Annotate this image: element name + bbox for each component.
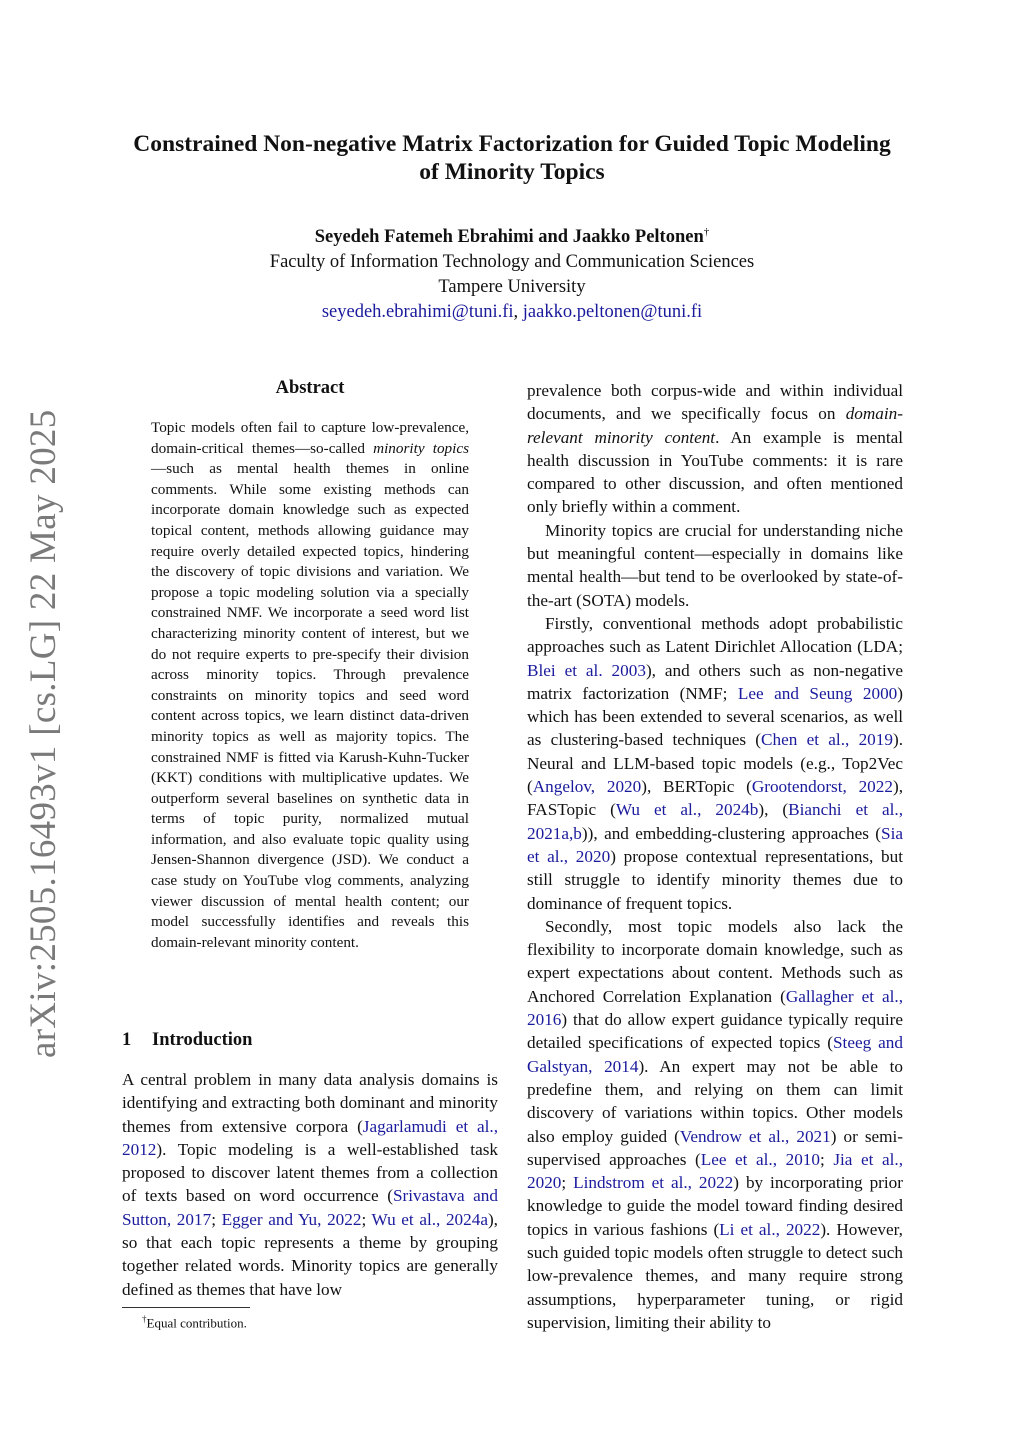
citation-link[interactable]: Egger and Yu, 2022 [221, 1209, 362, 1229]
citation-link[interactable]: Lee et al., 2010 [700, 1149, 820, 1169]
section-title: Introduction [152, 1030, 253, 1050]
citation-link[interactable]: Wu et al., 2024b [615, 800, 759, 820]
title-line-2: of Minority Topics [419, 159, 605, 185]
intro-paragraph-1: A central problem in many data analysis domains is identifying and extracting both dominant and minority themes from extensive corpora (Jagarlamudi et al., 2012). Topic modeling is a well-established task proposed to discover latent themes from a collection of texts based on word occurrence (Srivastava and Sutton, 2017; Egger and Yu, 2022; Wu et al., 2024a), so that each topic represents a theme by grouping together related words. Minority topics are generally defined as themes that have low [122, 1070, 498, 1299]
citation-link[interactable]: Wu et al., 2024a [371, 1209, 488, 1229]
email-link-ebrahimi[interactable]: seyedeh.ebrahimi@tuni.fi [321, 302, 514, 323]
arxiv-stamp: arXiv:2505.16493v1 [cs.LG] 22 May 2025 [23, 409, 64, 1058]
abstract-heading: Abstract [275, 378, 345, 398]
section-heading-introduction [122, 1030, 252, 1051]
citation-link[interactable]: Grootendorst, 2022 [751, 777, 893, 797]
right-column-body [527, 379, 903, 1334]
citation-link[interactable]: Gallagher et al., 2016 [527, 986, 903, 1030]
intro-paragraph-1-continued: prevalence both corpus-wide and within individual documents, and we specifically focus on domain-relevant minority content. An example is mental health discussion in YouTube comments: it is rare compared to other discussion, and often mentioned only briefly within a comment. [527, 381, 903, 517]
footnote-rule [122, 1307, 250, 1308]
citation-link[interactable]: Jagarlamudi et al., 2012 [122, 1116, 498, 1159]
citation-link[interactable]: Lee and Seung 2000 [737, 683, 898, 703]
intro-paragraph-4: Secondly, most topic models also lack the flexibility to incorporate domain knowledge, such as expert expectations about content. Methods such as Anchored Correlation Explanation (Gallagher et al., 2016) that do allow expert guidance typically require detailed specifications of expected topics (Steeg and Galstyan, 2014). An expert may not be able to predefine them, and relying on them can limit discovery of variations within topics. Other models also employ guided (Vendrow et al., 2021) or semi-supervised approaches (Lee et al., 2010; Jia et al., 2020; Lindstrom et al., 2022) by incorporating prior knowledge to guide the model toward finding desired topics in various fashions (Li et al., 2022). However, such guided topic models often struggle to detect such low-prevalence themes, and many require strong assumptions, hyperparameter tuning, or rigid supervision, limiting their ability to [527, 916, 904, 1332]
author-list: Seyedeh Fatemeh Ebrahimi and Jaakko Peltonen [314, 227, 704, 248]
footnote-mark: † [142, 1314, 147, 1324]
footnote-text: Equal contribution. [146, 1315, 247, 1331]
citation-link[interactable]: Bianchi et al., 2021a,b [527, 800, 903, 843]
author-block [100, 220, 924, 325]
author-emails [100, 300, 924, 325]
author-names [100, 220, 924, 250]
left-column-body [122, 1068, 498, 1301]
citation-link[interactable]: Vendrow et al., 2021 [679, 1126, 831, 1146]
citation-link[interactable]: Steeg and Galstyan, 2014 [527, 1033, 903, 1076]
section-number: 1 [122, 1030, 132, 1050]
affiliation-faculty: Faculty of Information Technology and Communication Sciences [269, 252, 755, 273]
author-footnote-mark: † [703, 226, 710, 238]
citation-link[interactable]: Li et al., 2022 [719, 1219, 821, 1239]
citation-link[interactable]: Chen et al., 2019 [761, 730, 893, 750]
paper-title [100, 130, 924, 186]
email-separator: , [513, 302, 523, 323]
footnote [142, 1314, 247, 1331]
citation-link[interactable]: Angelov, 2020 [532, 777, 642, 797]
title-line-1: Constrained Non-negative Matrix Factorization for Guided Topic Modeling [133, 131, 891, 157]
intro-paragraph-3: Firstly, conventional methods adopt probabilistic approaches such as Latent Dirichlet Allocation (LDA; Blei et al. 2003), and others such as non-negative matrix factorization (NMF; Lee and Seung 2000) which has been extended to several scenarios, as well as clustering-based techniques (Chen et al., 2019). Neural and LLM-based topic models (e.g., Top2Vec (Angelov, 2020), BERTopic (Grootendorst, 2022), FASTopic (Wu et al., 2024b), (Bianchi et al., 2021a,b)), and embedding-clustering approaches (Sia et al., 2020) propose contextual representations, but still struggle to identify minority themes due to dominance of frequent topics. [527, 613, 904, 913]
intro-paragraph-2: Minority topics are crucial for understanding niche but meaningful content—especially in domains like mental health—but tend to be overlooked by state-of-the-art (SOTA) models. [527, 520, 903, 610]
citation-link[interactable]: Sia et al., 2020 [527, 823, 903, 866]
abstract-text: Topic models often fail to capture low-prevalence, domain-critical themes—so-called minority topics—such as mental health themes in online comments. While some existing methods can incorporate domain knowledge such as expected topical content, methods allowing guidance may require overly detailed expected topics, hindering the discovery of topic divisions and variation. We propose a topic modeling solution via a specially constrained NMF. We incorporate a seed word list characterizing minority content of interest, but we do not require experts to pre-specify their division across minority topics. Through prevalence constraints on minority topics and seed word content across topics, we learn distinct data-driven minority topics as well as majority topics. The constrained NMF is fitted via Karush-Kuhn-Tucker (KKT) conditions with multiplicative updates. We outperform several baselines on synthetic data in terms of topic purity, normalized mutual information, and also evaluate topic quality using Jensen-Shannon divergence (JSD). We conduct a case study on YouTube vlog comments, analyzing viewer discussion of mental health content; our model successfully identifies and reveals this domain-relevant minority content. [151, 419, 470, 951]
citation-link[interactable]: Blei et al. 2003 [527, 660, 646, 680]
citation-link[interactable]: Jia et al., 2020 [527, 1149, 903, 1193]
citation-link[interactable]: Lindstrom et al., 2022 [573, 1173, 734, 1193]
email-link-peltonen[interactable]: jaakko.peltonen@tuni.fi [522, 302, 703, 323]
citation-link[interactable]: Srivastava and Sutton, 2017 [122, 1186, 498, 1229]
affiliation-university: Tampere University [438, 277, 586, 298]
